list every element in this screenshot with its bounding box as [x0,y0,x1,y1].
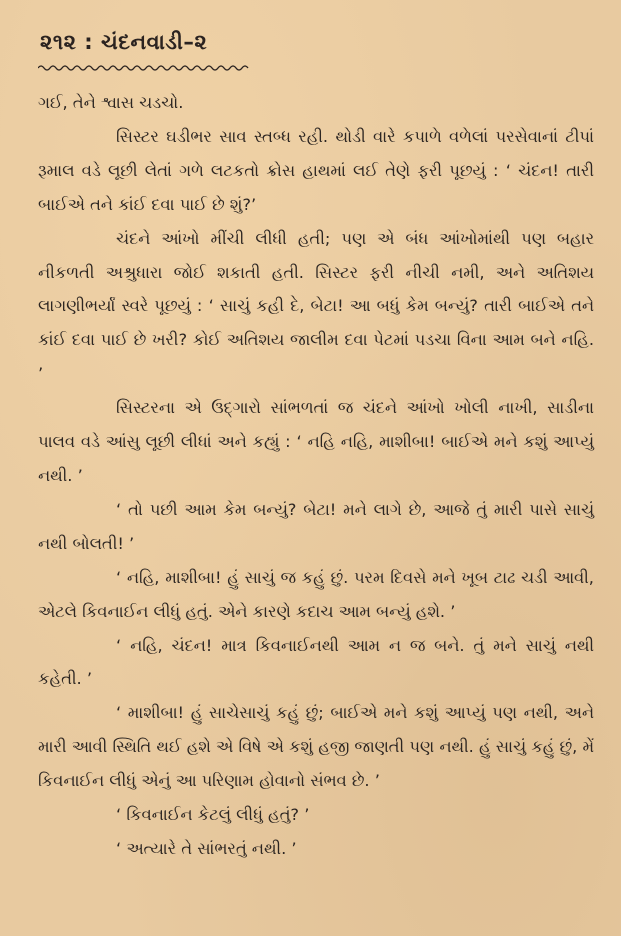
paragraph: ‘ તો પછી આમ કેમ બન્યું? બેટા! મને લાગે છે, આજે તું મારી પાસે સાચું નથી બોલતી! ’ [38,499,594,553]
paragraph: ‘ અત્યારે તે સાંભરતું નથી. ’ [116,838,297,858]
paragraph: ચંદને આંખો મીંચી લીધી હતી; પણ એ બંધ આંખોમાંથી પણ બહાર નીકળતી અશ્રુધારા જોઈ શકાતી હતી. સિસ્ટર ફરી નીચી નમી, અને અતિશય લાગણીભર્યાં સ્વરે પૂછયું : ‘ સાચું કહી દે, બેટા! આ બધું કેમ બન્યું? તારી બાઈએ તને કાંઈ દવા પાઈ છે ખરી? કોઈ અતિશય જાલીમ દવા પેટમાં પડચા વિના આમ બને નહિ. ’ [38,228,594,384]
running-head: ૨૧૨ : ચંદનવાડી–૨ [40,30,208,54]
paragraph: સિસ્ટર ઘડીભર સાવ સ્તબ્ધ રહી. થોડી વારે કપાળે વળેલાં પરસેવાનાં ટીપાં રૂમાલ વડે લૂછી લેતાં ગળે લટકતો ક્રોસ હાથમાં લઈ તેણે ફરી પૂછયું : ‘ ચંદન! તારી બાઈએ તને કાંઈ દવા પાઈ છે શું?’ [38,126,594,214]
paragraph: સિસ્ટરના એ ઉદ્ગારો સાંભળતાં જ ચંદને આંખો ખોલી નાખી, સાડીના પાલવ વડે આંસુ લૂછી લીધાં અને કહ્યું : ‘ નહિ નહિ, માશીબા! બાઈએ મને કશું આપ્યું નથી. ’ [38,398,594,485]
header-wavy-rule [38,64,250,72]
paragraph: ‘ નહિ, ચંદન! માત્ર કિવનાઈનથી આમ ન જ બને. તું મને સાચું નથી કહેતી. ’ [38,635,594,689]
paragraph: ગઈ, તેને શ્વાસ ચડચો. [38,93,184,112]
paragraph: ‘ માશીબા! હું સાચેસાચું કહું છું; બાઈએ મને કશું આપ્યું પણ નથી, અને મારી આવી સ્થિતિ થઈ હશે એ વિષે એ કશું હજી જાણતી પણ નથી. હું સાચું કહું છું, મેં કિવનાઈન લીધું એનું આ પરિણામ હોવાનો સંભવ છે. ’ [38,703,594,791]
paragraph: ‘ કિવનાઈન કેટલું લીધું હતું? ’ [116,805,310,825]
paragraph: ‘ નહિ, માશીબા! હું સાચું જ કહું છું. પરમ દિવસે મને ખૂબ ટાઢ ચડી આવી, એટલે કિવનાઈન લીધું હતું. એને કારણે કદાચ આમ બન્યું હશે. ’ [38,567,594,621]
body-text [38,86,594,866]
